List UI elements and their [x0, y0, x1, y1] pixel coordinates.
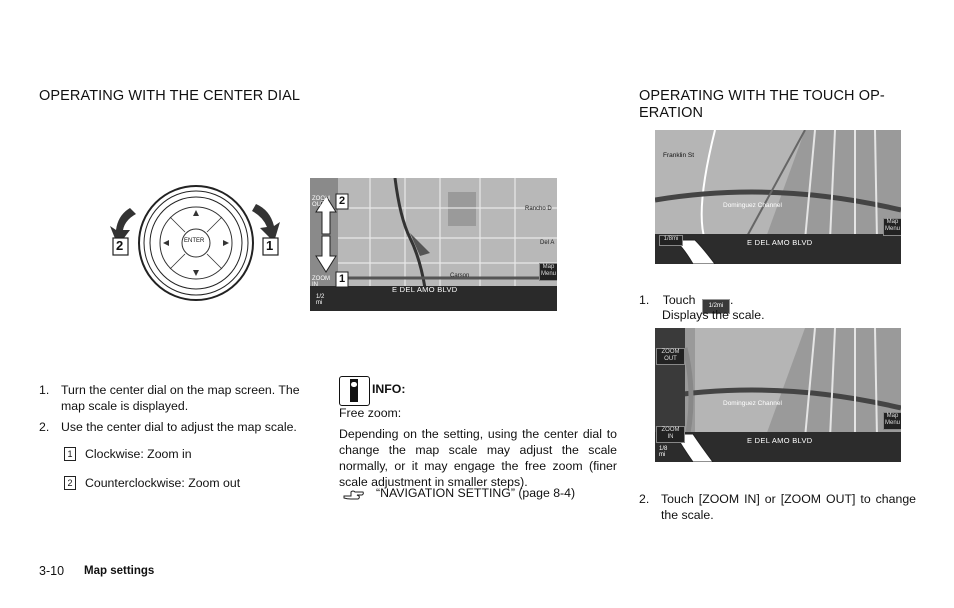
info-icon — [339, 376, 370, 406]
section-title: Map settings — [84, 565, 155, 577]
map3-menu-button[interactable]: Map Menu — [883, 412, 901, 430]
touch-step-1-desc: Displays the scale. — [662, 308, 765, 322]
map1-scale: 1/2 mi — [316, 294, 325, 306]
info-reference: “NAVIGATION SETTING” (page 8-4) — [376, 486, 576, 500]
step-2: 2. Use the center dial to adjust the map scale. — [39, 420, 297, 434]
reference-hand-icon — [343, 487, 365, 506]
map1-place3: Carson — [450, 273, 470, 279]
enter-button-label: ENTER — [184, 238, 205, 244]
map1-place2: Del A — [540, 240, 555, 246]
map2-place2: Dominguez Channel — [723, 202, 782, 209]
left-steps — [39, 382, 319, 435]
left-section-heading: OPERATING WITH THE CENTER DIAL — [39, 88, 301, 104]
map1-street: E DEL AMO BLVD — [392, 285, 458, 294]
info-free-zoom: Free zoom: — [339, 406, 402, 420]
map3-place2: Dominguez Channel — [723, 400, 782, 407]
sub-item-1: 1 Clockwise: Zoom in — [64, 446, 192, 462]
touch-step-2: 2. Touch [ZOOM IN] or [ZOOM OUT] to change the scale. — [639, 492, 916, 522]
zoom-out-label: ZOOM OUT — [312, 196, 330, 208]
page-number: 3-10 — [39, 564, 65, 578]
map2-street: E DEL AMO BLVD — [747, 238, 813, 247]
map-menu-button[interactable]: Map Menu — [539, 263, 557, 281]
clockwise-arrow-icon — [252, 204, 280, 242]
info-title: INFO: — [372, 382, 406, 396]
map2-place1: Franklin St — [663, 152, 695, 159]
zoom-out-button[interactable]: ZOOM OUT — [656, 348, 685, 365]
touch-step-1: 1. Touch 1/2mi . — [639, 292, 733, 314]
map-screen-zoom — [655, 328, 901, 462]
map-screen-touch — [655, 130, 901, 264]
zoom-in-label: ZOOM IN — [312, 276, 330, 288]
map1-callout-top: 2 — [339, 195, 346, 207]
callout-1: 1 — [266, 238, 274, 253]
map3-street: E DEL AMO BLVD — [747, 436, 813, 445]
right-section-heading: OPERATING WITH THE TOUCH OP- ERATION — [639, 88, 885, 121]
callout-2: 2 — [116, 238, 124, 253]
map1-place1: Rancho D — [525, 206, 552, 212]
map1-callout-bottom: 1 — [339, 273, 346, 285]
info-paragraph: Depending on the setting, using the center dial to change the map scale may adjust the scale normally, or it may engage the free zoom (finer scale adjustment in smaller steps). — [339, 427, 617, 489]
map-screen-dial — [310, 178, 557, 311]
sub-item-2: 2 Counterclockwise: Zoom out — [64, 475, 240, 491]
scale-icon: 1/2mi — [702, 299, 730, 314]
map3-scale: 1/8 mi — [659, 446, 668, 458]
map2-menu-button[interactable]: Map Menu — [883, 218, 901, 236]
zoom-in-button[interactable]: ZOOM IN — [656, 426, 685, 443]
scale-button[interactable]: 1/8mi — [659, 235, 683, 246]
center-dial-illustration — [108, 180, 298, 320]
step-1: 1. Turn the center dial on the map screen. The map scale is displayed. — [39, 383, 300, 413]
